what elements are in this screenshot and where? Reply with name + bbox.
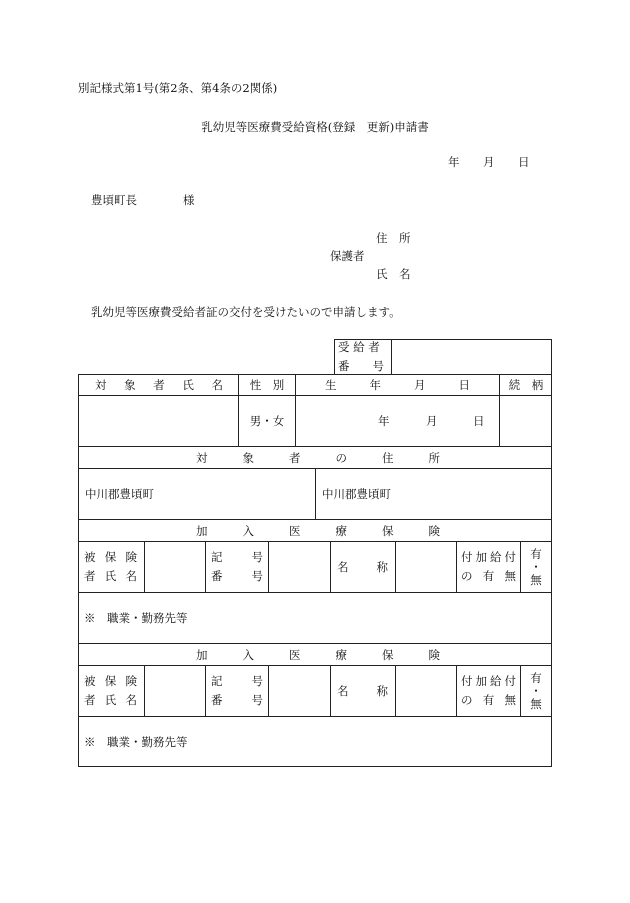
addressee-town: 豊頃町長 — [91, 193, 137, 207]
guardian-label: 保護者 — [330, 249, 365, 263]
supplementary-benefit-label-1: 付 加 給 付 の 有 無 — [461, 550, 516, 583]
sex-selector[interactable]: 男・女 — [249, 414, 285, 428]
symbol-number-field-1[interactable] — [269, 542, 330, 592]
occupation-field-2[interactable]: ※ 職業・勤務先等 — [84, 735, 188, 749]
symbol-number-label-1: 記 号 番 号 — [211, 550, 263, 583]
insured-name-field-2[interactable] — [145, 666, 205, 716]
insurer-name-field-2[interactable] — [396, 666, 456, 716]
form-number: 別記様式第1号(第2条、第4条の2関係) — [78, 81, 278, 95]
date-year: 年 — [448, 155, 460, 169]
symbol-number-field-2[interactable] — [269, 666, 330, 716]
header-sex: 性 別 — [249, 378, 285, 392]
header-birthdate: 生 年 月 日 — [325, 378, 470, 392]
address-field-left[interactable]: 中川郡豊頃町 — [85, 487, 154, 501]
supplementary-benefit-label-2: 付 加 給 付 の 有 無 — [461, 674, 516, 707]
name-label: 氏 名 — [376, 267, 411, 281]
recipient-number-field[interactable] — [393, 341, 549, 373]
statement: 乳幼児等医療費受給者証の交付を受けたいので申請します。 — [91, 305, 401, 319]
relationship-field[interactable] — [500, 396, 551, 446]
benefit-yes-no-2[interactable]: 有 ・ 無 — [530, 670, 542, 711]
insured-name-label-2: 被 保 険 者 氏 名 — [84, 674, 137, 707]
header-subject-name: 対 象 者 氏 名 — [95, 378, 223, 392]
occupation-field-1[interactable]: ※ 職業・勤務先等 — [84, 611, 188, 625]
header-insurance-1: 加 入 医 療 保 険 — [196, 523, 440, 538]
insured-name-field-1[interactable] — [145, 542, 205, 592]
address-label: 住 所 — [376, 231, 411, 245]
date-month: 月 — [483, 155, 495, 169]
form-title: 乳幼児等医療費受給資格(登録 更新)申請書 — [201, 120, 429, 134]
symbol-number-label-2: 記 号 番 号 — [211, 674, 263, 707]
header-insurance-2: 加 入 医 療 保 険 — [196, 647, 440, 662]
birthdate-field[interactable]: 年 月 日 — [378, 414, 485, 428]
recipient-number-label: 受 給 者 番 号 — [338, 340, 384, 373]
header-subject-address: 対 象 者 の 住 所 — [196, 450, 440, 465]
address-field-right[interactable]: 中川郡豊頃町 — [322, 487, 391, 501]
date-day: 日 — [518, 155, 530, 169]
insured-name-label-1: 被 保 険 者 氏 名 — [84, 550, 137, 583]
subject-name-field[interactable] — [79, 396, 238, 446]
addressee-honorific: 様 — [183, 193, 195, 207]
insurer-name-field-1[interactable] — [396, 542, 456, 592]
insurer-name-label-2: 名 称 — [337, 684, 388, 698]
insurer-name-label-1: 名 称 — [337, 560, 388, 574]
benefit-yes-no-1[interactable]: 有 ・ 無 — [530, 546, 542, 587]
header-relationship: 続 柄 — [508, 378, 544, 392]
